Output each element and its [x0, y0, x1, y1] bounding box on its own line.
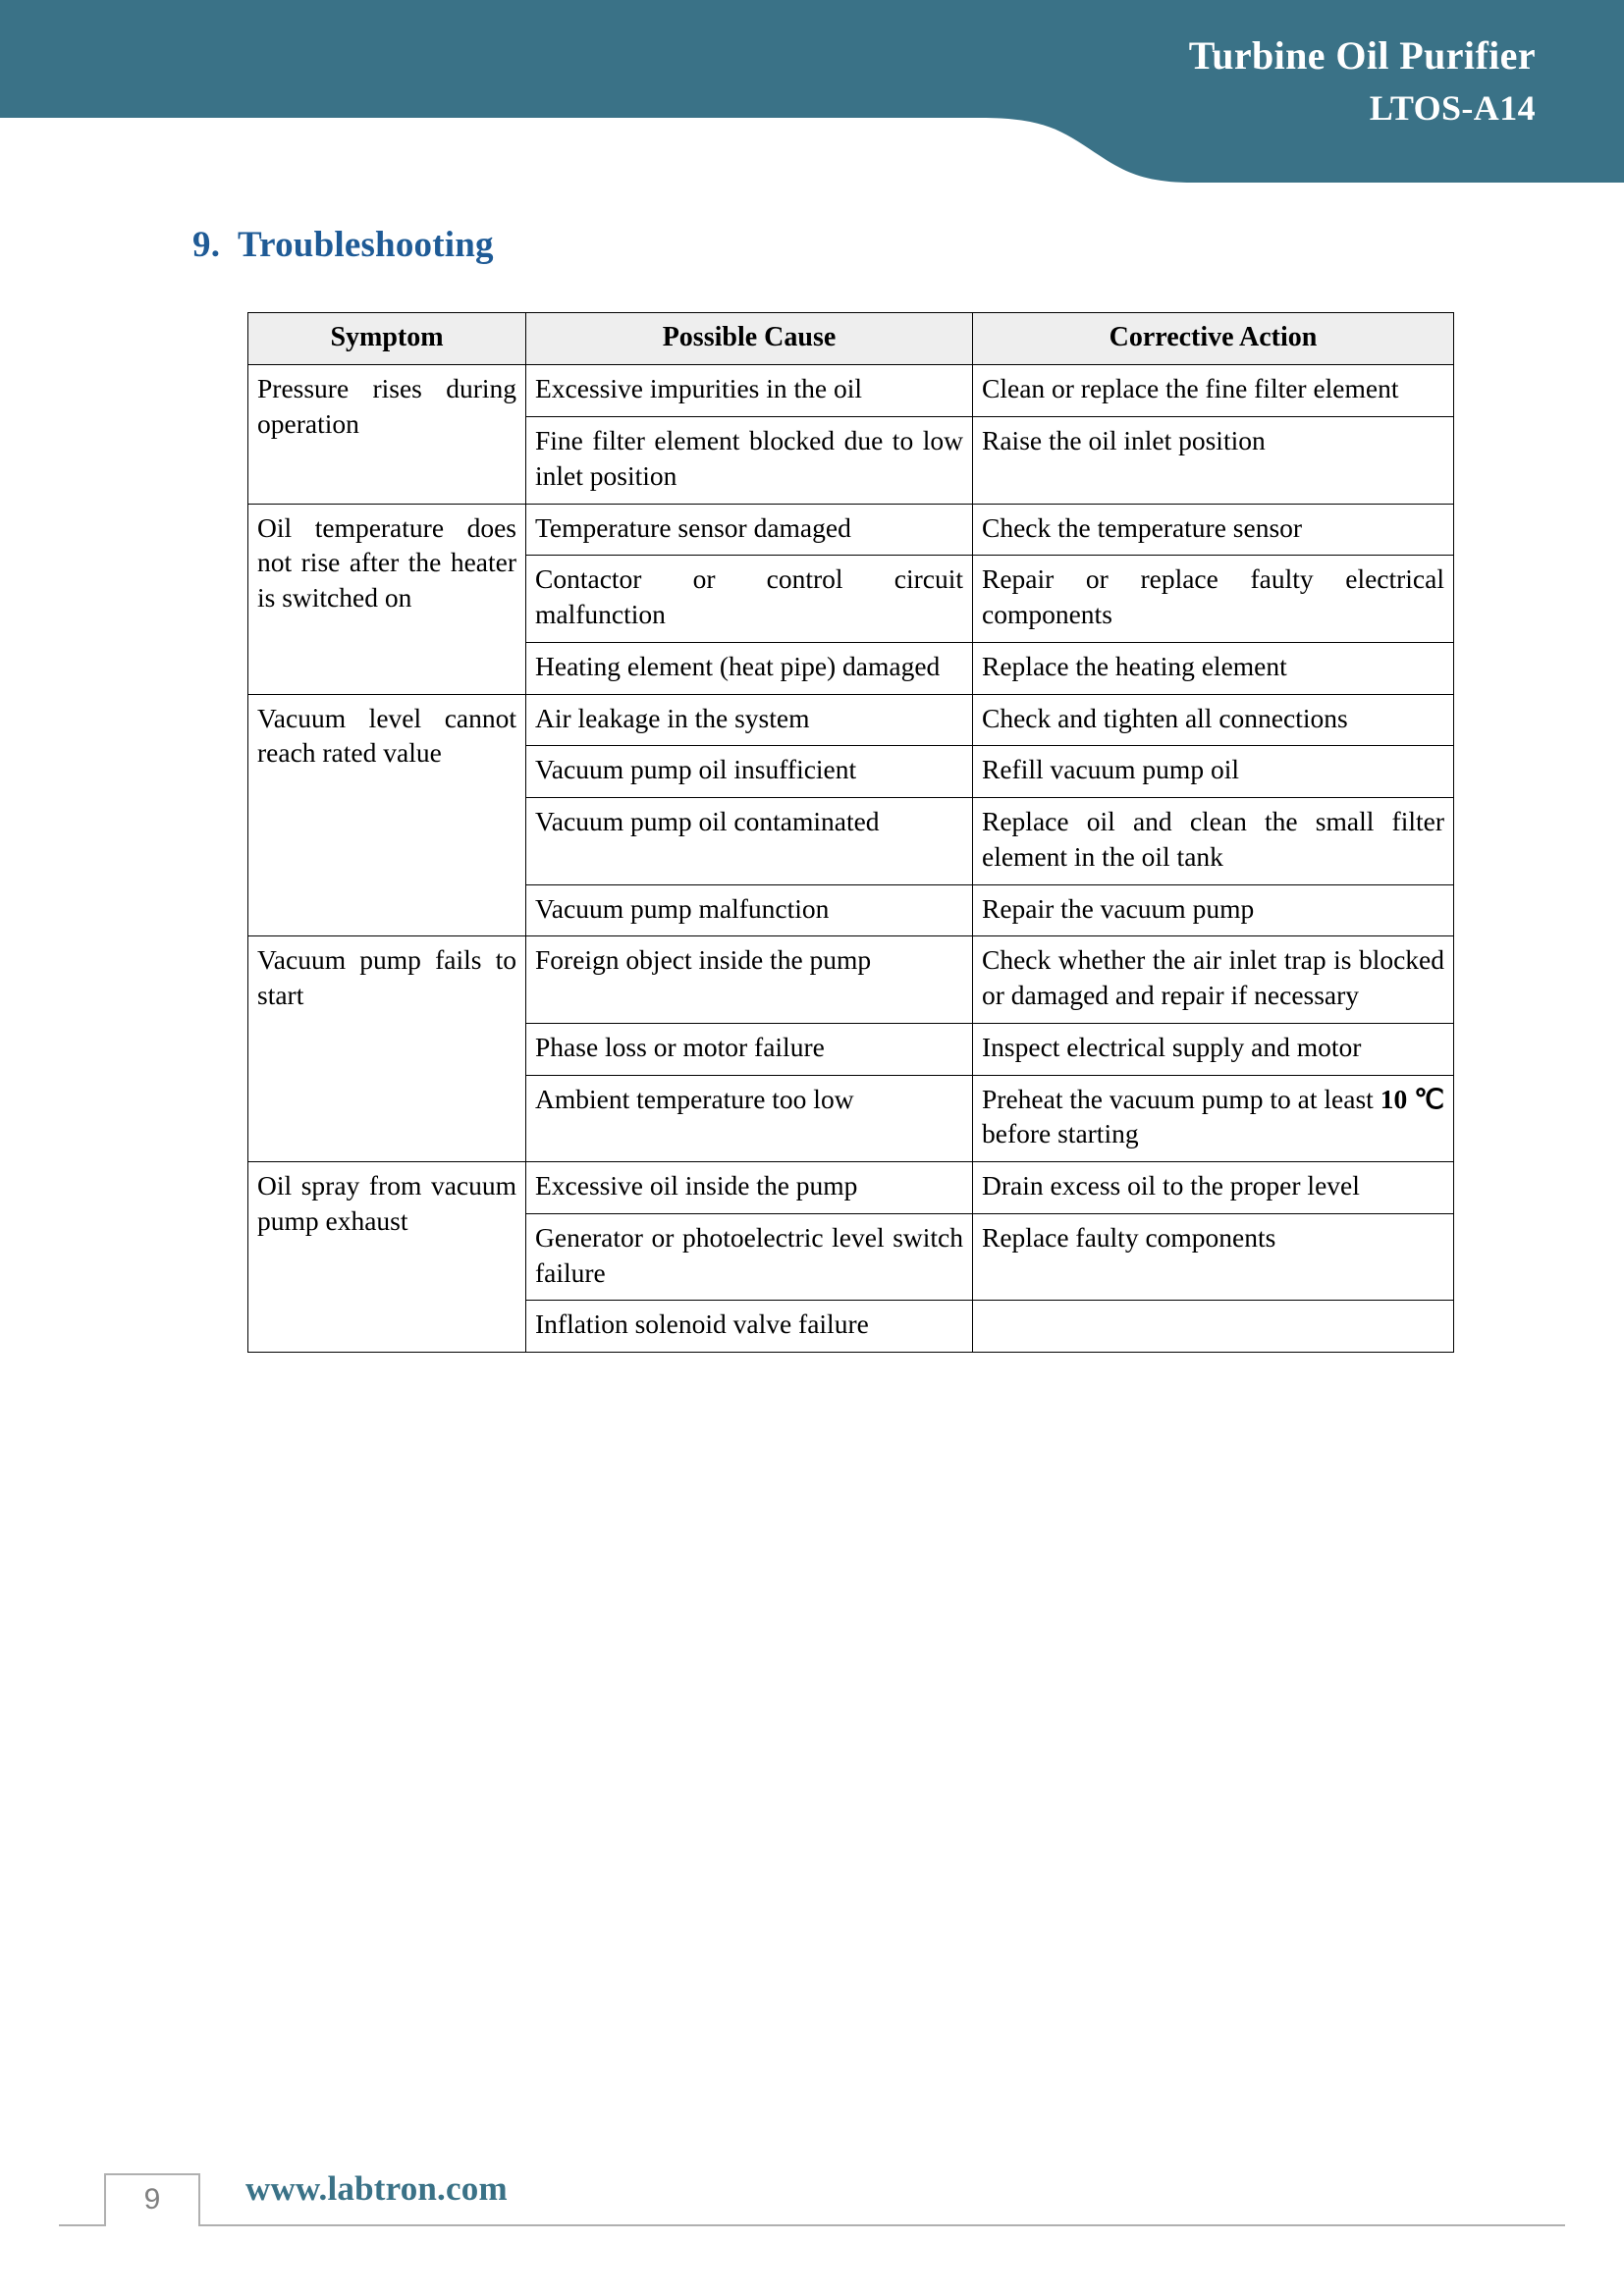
section-heading — [192, 224, 494, 266]
cell-corrective-action: Refill vacuum pump oil — [973, 746, 1454, 798]
table-row — [248, 504, 1454, 556]
product-model: LTOS-A14 — [1369, 88, 1536, 128]
table-body — [248, 365, 1454, 1353]
cell-possible-cause: Vacuum pump malfunction — [526, 884, 973, 936]
column-header-corrective-action: Corrective Action — [973, 313, 1454, 365]
section-number: 9. — [192, 225, 221, 265]
cell-possible-cause: Heating element (heat pipe) damaged — [526, 642, 973, 694]
table-row — [248, 1162, 1454, 1214]
cell-corrective-action: Inspect electrical supply and motor — [973, 1023, 1454, 1075]
cell-possible-cause: Foreign object inside the pump — [526, 936, 973, 1024]
cell-possible-cause: Temperature sensor damaged — [526, 504, 973, 556]
table-row — [248, 365, 1454, 417]
cell-corrective-action: Replace oil and clean the small filter element in the oil tank — [973, 798, 1454, 885]
table-row — [248, 694, 1454, 746]
cell-possible-cause: Inflation solenoid valve failure — [526, 1301, 973, 1353]
cell-possible-cause: Contactor or control circuit malfunction — [526, 556, 973, 643]
cell-symptom: Oil temperature does not rise after the heater is switched on — [248, 504, 526, 694]
cell-corrective-action: Repair or replace faulty electrical components — [973, 556, 1454, 643]
cell-corrective-action: Raise the oil inlet position — [973, 417, 1454, 505]
cell-corrective-action: Drain excess oil to the proper level — [973, 1162, 1454, 1214]
cell-possible-cause: Ambient temperature too low — [526, 1075, 973, 1162]
cell-possible-cause: Air leakage in the system — [526, 694, 973, 746]
cell-symptom: Pressure rises during operation — [248, 365, 526, 504]
cell-possible-cause: Excessive oil inside the pump — [526, 1162, 973, 1214]
cell-symptom: Vacuum level cannot reach rated value — [248, 694, 526, 936]
cell-symptom: Oil spray from vacuum pump exhaust — [248, 1162, 526, 1353]
cell-corrective-action: Check whether the air inlet trap is blocked or damaged and repair if necessary — [973, 936, 1454, 1024]
cell-possible-cause: Fine filter element blocked due to low inlet position — [526, 417, 973, 505]
table-header-row — [248, 313, 1454, 365]
cell-corrective-action: Clean or replace the fine filter element — [973, 365, 1454, 417]
footer-rule-right — [200, 2224, 1565, 2226]
cell-possible-cause: Vacuum pump oil contaminated — [526, 798, 973, 885]
cell-corrective-action: Check and tighten all connections — [973, 694, 1454, 746]
header-title-block — [1080, 0, 1624, 183]
cell-corrective-action: Repair the vacuum pump — [973, 884, 1454, 936]
table-row — [248, 936, 1454, 1024]
page-header — [0, 0, 1624, 183]
footer-rule-left — [59, 2224, 106, 2226]
cell-possible-cause: Generator or photoelectric level switch failure — [526, 1213, 973, 1301]
temperature-value: 10 ℃ — [1380, 1083, 1444, 1114]
page-footer — [0, 2160, 1624, 2277]
cell-corrective-action — [973, 1301, 1454, 1353]
cell-corrective-action: Replace the heating element — [973, 642, 1454, 694]
column-header-possible-cause: Possible Cause — [526, 313, 973, 365]
cell-possible-cause: Vacuum pump oil insufficient — [526, 746, 973, 798]
product-title: Turbine Oil Purifier — [1188, 33, 1536, 78]
column-header-symptom: Symptom — [248, 313, 526, 365]
cell-corrective-action: Check the temperature sensor — [973, 504, 1454, 556]
page-number: 9 — [143, 2183, 161, 2216]
cell-possible-cause: Phase loss or motor failure — [526, 1023, 973, 1075]
cell-possible-cause: Excessive impurities in the oil — [526, 365, 973, 417]
cell-symptom: Vacuum pump fails to start — [248, 936, 526, 1162]
cell-corrective-action: Replace faulty components — [973, 1213, 1454, 1301]
section-title: Troubleshooting — [238, 225, 494, 265]
footer-website: www.labtron.com — [245, 2169, 508, 2208]
troubleshooting-table — [247, 312, 1454, 1353]
cell-corrective-action: Preheat the vacuum pump to at least 10 ℃ before starting — [973, 1075, 1454, 1162]
